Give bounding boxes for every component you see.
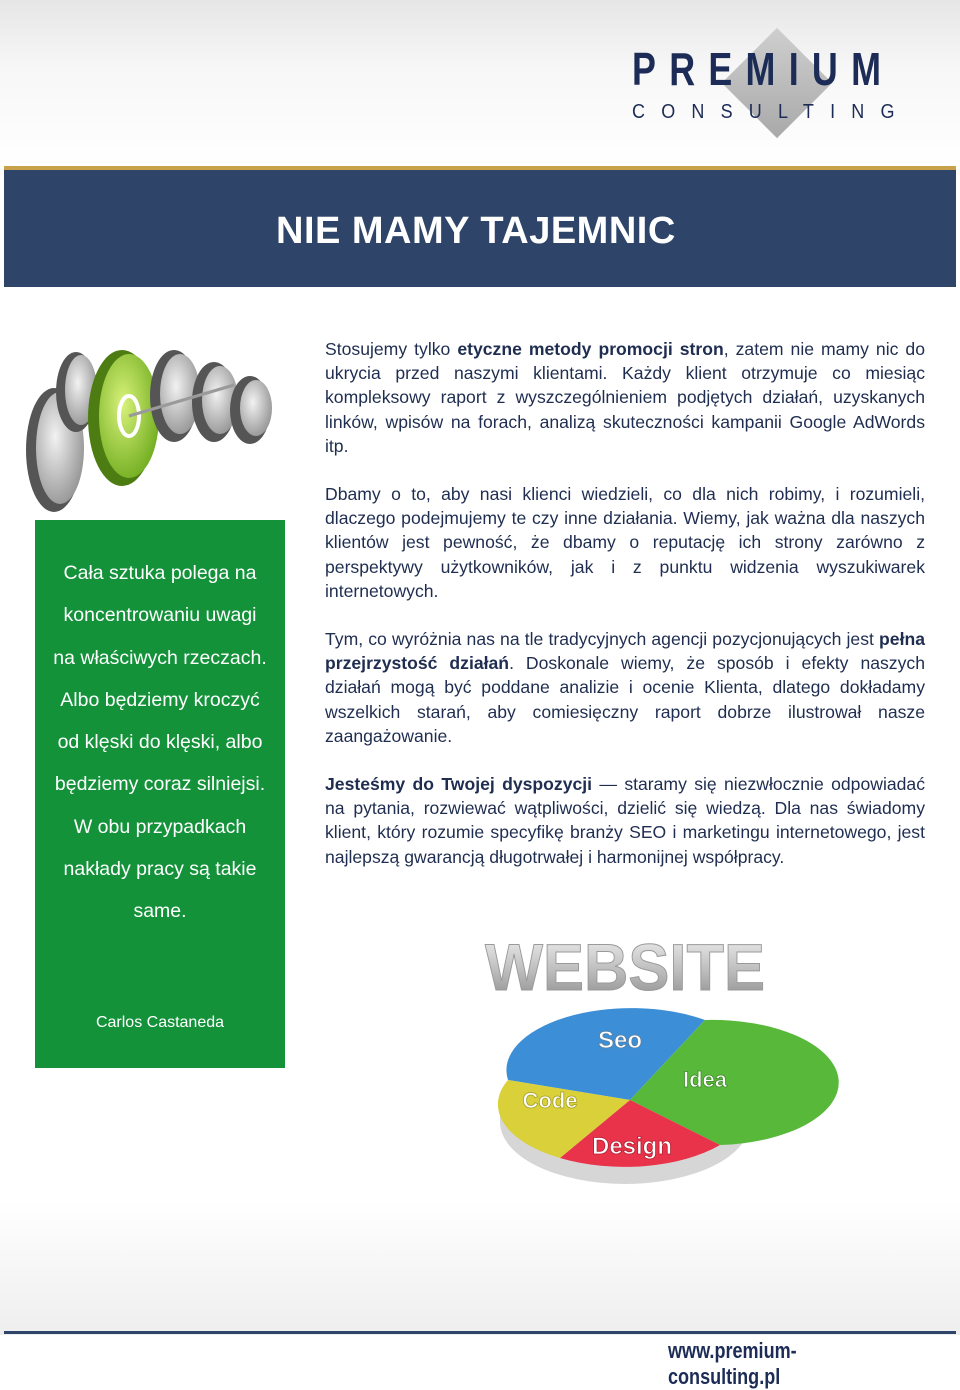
footer-line — [4, 1331, 956, 1334]
paragraph-4-rest: — staramy się niezwłocznie odpowiadać na pytania, rozwiewać wątpliwości, dzielić się wiedzą. Dla nas świadomy klient, który rozumie specyfikę branży SEO i marketingu internetowego, jest najlepszą gwarancją długotrwałej i harmonijnej współpracy. — [325, 774, 925, 867]
quote-author: Carlos Castaneda — [95, 1014, 225, 1031]
paragraph-1-intro: Stosujemy tylko — [325, 339, 458, 359]
main-content — [325, 337, 925, 893]
slice-label-seo: Seo — [597, 1027, 643, 1054]
paragraph-2: Dbamy o to, aby nasi klienci wiedzieli, co dla nich robimy, i rozumieli, dlaczego podejmujemy te czy inne działania. Wiemy, jak ważna dla naszych klientów jest pewność, że dbamy o reputację ich strony zarówno z perspektywy użytkowników, jak i z punktu widzenia wyszukiwarek internetowych. — [325, 484, 925, 601]
logo-subtitle: CONSULTING — [632, 101, 911, 123]
website-pie-graphic — [480, 930, 770, 1190]
website-headline: WEBSITE — [485, 930, 765, 1004]
paragraph-1-bold: etyczne metody promocji stron — [457, 339, 724, 359]
paragraph-4-bold: Jesteśmy do Twojej dyspozycji — [325, 774, 593, 795]
quote-box — [35, 520, 285, 1068]
slice-label-design: Design — [591, 1133, 673, 1160]
logo-wordmark: PREMIUM — [632, 43, 895, 95]
slice-label-idea: Idea — [682, 1067, 728, 1092]
paragraph-3-intro: Tym, co wyróżnia nas na tle tradycyjnych agencji pozycjonujących jest — [325, 629, 880, 650]
premium-consulting-logo — [628, 30, 911, 150]
paragraph-3-rest: . Doskonale wiemy, że sposób i efekty naszych działań mogą być poddane analizie i ocenie Klienta, dlatego dokładamy wszelkich starań, aby comiesięczny raport dobrze ilustrował nasze zaangażowanie. — [325, 653, 925, 746]
footer-background — [0, 1200, 960, 1335]
target-grey-5 — [230, 376, 272, 444]
paragraph-1 — [325, 337, 925, 458]
paragraph-1-rest: , zatem nie mamy nic do ukrycia przed naszymi klientami. Każdy klient otrzymuje co miesiąc kompleksowy raport z wyszczególnieniem podjętych działań, uzyskanych linków, wpisów na forach, analizą skuteczności kampanii Google AdWords itp. — [325, 339, 925, 456]
paragraph-3-bold: pełna przejrzystość działań — [325, 629, 925, 674]
footer-website-link[interactable]: www.premium-consulting.pl — [668, 1338, 797, 1389]
paragraph-4 — [325, 772, 925, 869]
quote-text: Cała sztuka polega na koncentrowaniu uwagi na właściwych rzeczach. Albo będziemy kroczyć od klęski do klęski, albo będziemy coraz silniejsi. W obu przypadkach nakłady pracy są takie same. — [53, 562, 267, 923]
slice-label-code: Code — [522, 1088, 578, 1113]
page-title: NIE MAMY TAJEMNIC — [276, 210, 676, 252]
targets-illustration — [34, 330, 284, 520]
target-green — [88, 350, 159, 486]
paragraph-3 — [325, 627, 925, 748]
